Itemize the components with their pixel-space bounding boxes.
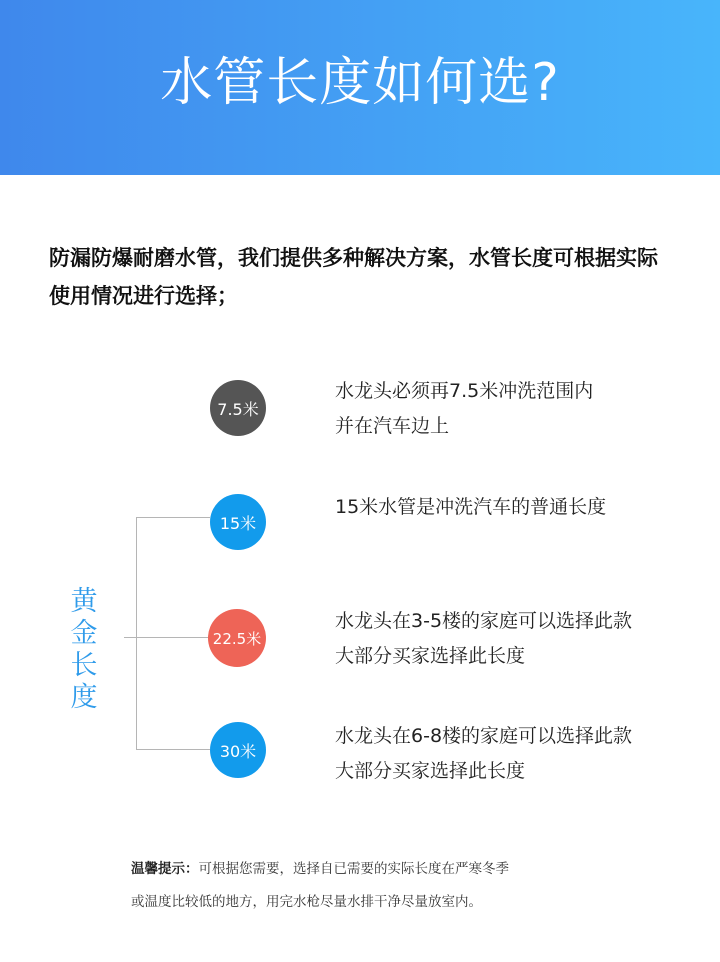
length-badge-30 — [210, 722, 266, 778]
length-desc-line: 15米水管是冲洗汽车的普通长度 — [335, 496, 607, 518]
length-desc-line: 并在汽车边上 — [335, 415, 450, 437]
length-badge-label: 15米 — [219, 513, 257, 533]
length-badge-label: 30米 — [219, 741, 257, 761]
intro-line-1: 防漏防爆耐磨水管，我们提供多种解决方案，水管长度可根据实际 — [49, 246, 658, 270]
length-desc-line: 大部分买家选择此长度 — [335, 760, 526, 782]
golden-bracket-middle — [124, 637, 210, 638]
length-desc-30 — [335, 719, 632, 789]
length-badge-label: 7.5米 — [217, 399, 259, 419]
tip-text-1: 可根据您需要，选择自已需要的实际长度在严寒冬季 — [198, 861, 509, 877]
length-desc-7-5 — [335, 374, 593, 444]
length-desc-15 — [335, 490, 606, 525]
length-desc-22-5 — [335, 604, 632, 674]
header-banner — [0, 0, 720, 175]
golden-bracket-vertical — [136, 517, 137, 749]
intro-text — [49, 239, 689, 315]
warm-tip — [131, 853, 691, 919]
length-badge-15 — [210, 494, 266, 550]
page-title: 水管长度如何选? — [160, 53, 560, 113]
length-badge-7-5 — [210, 380, 266, 436]
golden-bracket-bottom — [136, 749, 210, 750]
length-desc-line: 水龙头在6-8楼的家庭可以选择此款 — [335, 725, 633, 747]
length-desc-line: 大部分买家选择此长度 — [335, 645, 526, 667]
golden-bracket-top — [136, 517, 210, 518]
tip-heading: 温馨提示： — [131, 861, 199, 877]
length-badge-label: 22.5米 — [212, 629, 262, 648]
length-desc-line: 水龙头在3-5楼的家庭可以选择此款 — [335, 610, 633, 632]
golden-length-label: 黄金长度 — [70, 586, 98, 713]
length-badge-22-5 — [208, 609, 266, 667]
intro-line-2: 使用情况进行选择； — [49, 284, 238, 308]
length-desc-line: 水龙头必须再7.5米冲洗范围内 — [335, 380, 594, 402]
tip-line-1 — [131, 853, 691, 886]
tip-line-2: 或温度比较低的地方，用完水枪尽量水排干净尽量放室内。 — [131, 894, 482, 910]
